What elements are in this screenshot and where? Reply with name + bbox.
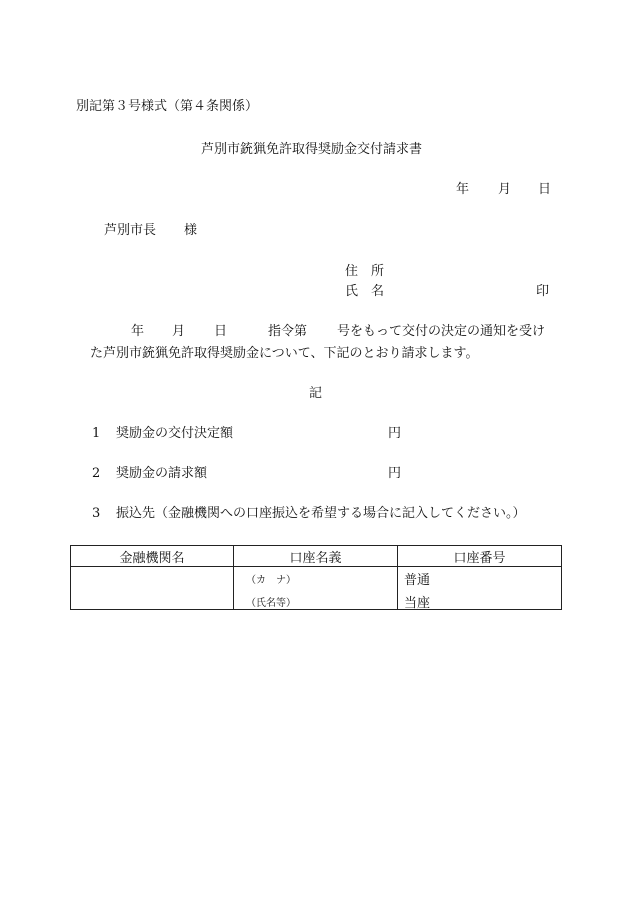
item-label: 奨励金の請求額 — [116, 466, 208, 481]
item-number: 3 — [92, 506, 101, 521]
item-label: 奨励金の交付決定額 — [116, 426, 234, 441]
item-number: 1 — [92, 426, 101, 441]
name-label-small: （氏名等） — [246, 598, 296, 609]
item-unit: 円 — [388, 426, 402, 441]
header-bank-name: 金融機関名 — [71, 546, 234, 567]
item-unit: 円 — [388, 466, 402, 481]
item-label: 振込先（金融機関への口座振込を希望する場合に記入してください。） — [116, 506, 526, 521]
account-table — [70, 545, 562, 610]
kana-label: （カ ナ） — [246, 575, 296, 586]
bank-name-cell[interactable] — [71, 567, 234, 610]
account-number-cell[interactable] — [398, 567, 562, 610]
date-day: 日 — [538, 182, 552, 197]
addressee-honorific: 様 — [184, 223, 198, 238]
account-holder-cell[interactable] — [234, 567, 398, 610]
account-type-ordinary: 普通 — [404, 573, 431, 588]
seal-mark: 印 — [536, 284, 550, 299]
address-label: 住 所 — [345, 264, 385, 279]
name-label: 氏 名 — [345, 284, 385, 299]
account-type-current: 当座 — [404, 596, 431, 611]
document-title: 芦別市銃猟免許取得奨励金交付請求書 — [201, 142, 423, 157]
addressee-name: 芦別市長 — [104, 223, 157, 238]
table-header-row — [71, 546, 562, 567]
header-account-number: 口座番号 — [398, 546, 562, 567]
body-line2: た芦別市銃猟免許取得奨励金について、下記のとおり請求します。 — [90, 346, 479, 361]
body-year: 年 — [131, 324, 145, 339]
item-number: 2 — [92, 466, 101, 481]
body-directive: 指令第 — [268, 324, 308, 339]
header-account-holder: 口座名義 — [234, 546, 398, 567]
body-day: 日 — [214, 324, 228, 339]
date-year: 年 — [456, 182, 470, 197]
body-month: 月 — [172, 324, 186, 339]
body-line1-rest: 号をもって交付の決定の通知を受け — [337, 324, 546, 339]
date-month: 月 — [498, 182, 512, 197]
form-number: 別記第３号様式（第４条関係） — [76, 99, 259, 114]
table-row — [71, 567, 562, 610]
ki-heading: 記 — [309, 386, 323, 401]
